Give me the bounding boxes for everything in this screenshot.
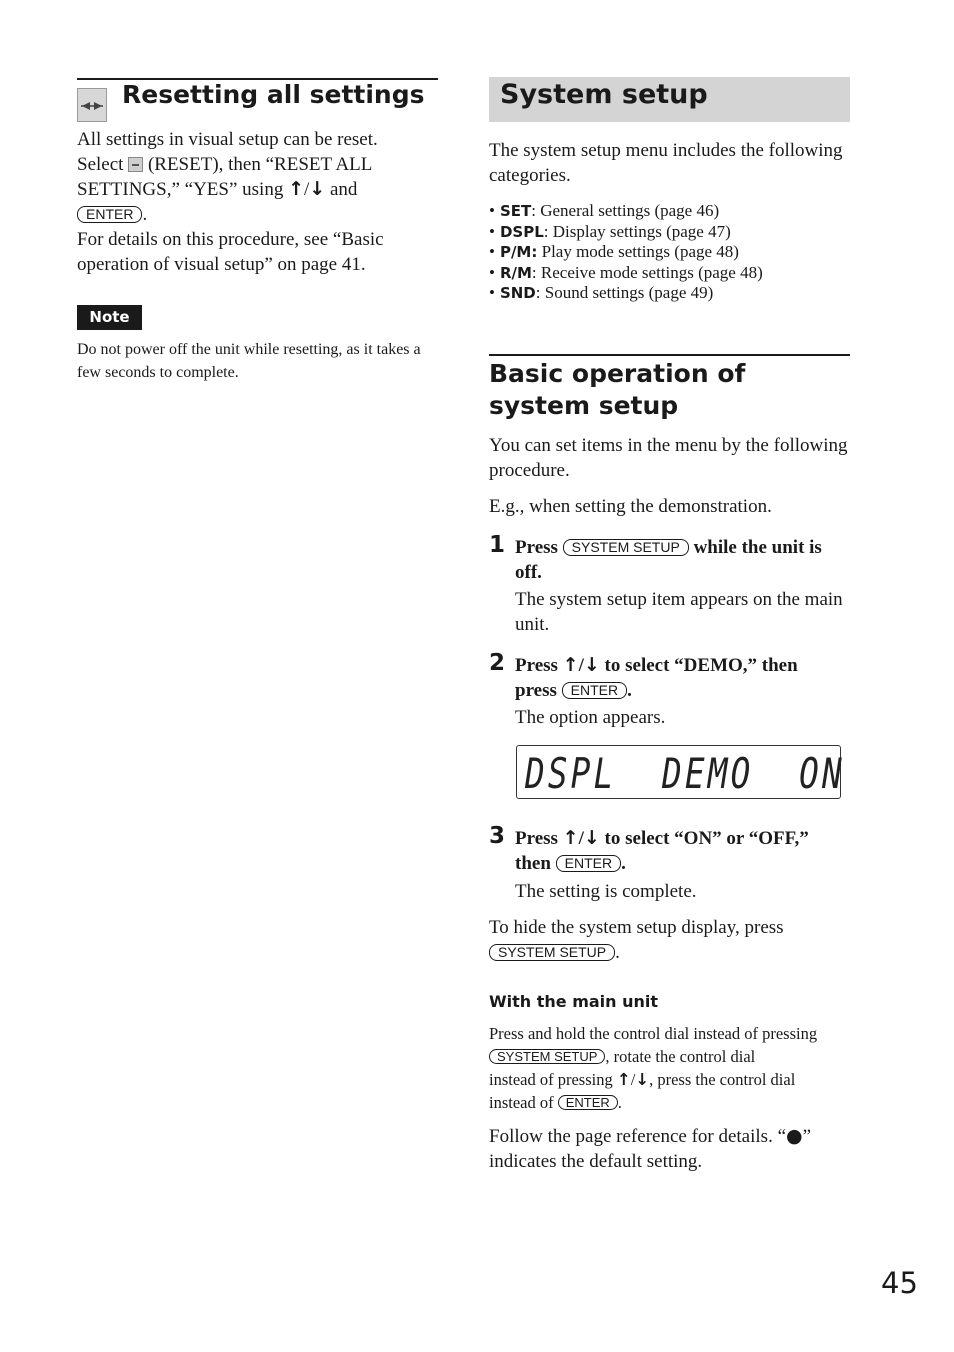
down-arrow-icon: ↓	[635, 1070, 650, 1089]
note-text: Do not power off the unit while resetting, as it takes a few seconds to complete.	[77, 341, 421, 381]
step-1-result: The system setup item appears on the main unit.	[515, 589, 843, 635]
system-setup-intro: The system setup menu includes the following categories.	[489, 140, 843, 186]
section-heading-basic-operation: Basic operation of system setup	[489, 359, 746, 420]
main-unit-instructions: Press and hold the control dial instead of pressing SYSTEM SETUP , rotate the control dial instead of pressing ↑/↓, press the control dial instead of ENTER .	[489, 1024, 818, 1112]
enter-button: ENTER	[77, 206, 142, 223]
enter-button: ENTER	[562, 682, 627, 699]
default-dot-icon: ●	[786, 1125, 803, 1147]
down-arrow-icon: ↓	[583, 827, 600, 849]
system-setup-button: SYSTEM SETUP	[563, 539, 689, 556]
step-number-3: 3	[489, 823, 506, 849]
list-item: • SND: Sound settings (page 49)	[489, 283, 714, 302]
reset-mini-icon	[128, 157, 143, 172]
enter-button: ENTER	[558, 1095, 618, 1110]
lcd-display	[516, 745, 845, 799]
list-item: • SET: General settings (page 46)	[489, 201, 720, 220]
basic-intro: You can set items in the menu by the following procedure.	[489, 435, 848, 481]
step-1-instruction: Press SYSTEM SETUP while the unit is off.	[515, 537, 822, 583]
reset-icon	[77, 88, 107, 122]
list-item: • P/M: Play mode settings (page 48)	[489, 242, 739, 261]
system-setup-button: SYSTEM SETUP	[489, 944, 615, 961]
up-arrow-icon: ↑	[562, 654, 579, 676]
up-arrow-icon: ↑	[288, 178, 305, 200]
note-label: Note	[77, 305, 142, 330]
step-2-instruction: Press ↑/↓ to select “DEMO,” then press ENTER .	[515, 654, 798, 701]
section-rule-right	[489, 354, 850, 356]
reset-instructions	[77, 127, 437, 277]
enter-button: ENTER	[556, 855, 621, 872]
step-2-result: The option appears.	[515, 707, 666, 728]
up-arrow-icon: ↑	[562, 827, 579, 849]
down-arrow-icon: ↓	[583, 654, 600, 676]
reset-line-1: All settings in visual setup can be reset.	[77, 129, 378, 150]
step-3-instruction: Press ↑/↓ to select “ON” or “OFF,” then ENTER .	[515, 827, 809, 874]
main-unit-heading: With the main unit	[489, 992, 659, 1011]
page-number: 45	[881, 1266, 918, 1300]
reset-line-2: Select (RESET), then “RESET ALL	[77, 154, 373, 175]
reset-line-3: SETTINGS,” “YES” using ↑/↓ and	[77, 178, 358, 200]
up-arrow-icon: ↑	[616, 1070, 631, 1089]
hide-instruction: To hide the system setup display, press SYSTEM SETUP .	[489, 917, 784, 963]
reset-details: For details on this procedure, see “Basic operation of visual setup” on page 41.	[77, 229, 384, 275]
reset-line-4: ENTER .	[77, 202, 437, 227]
system-setup-button: SYSTEM SETUP	[489, 1049, 605, 1064]
step-3-result: The setting is complete.	[515, 881, 697, 902]
follow-note: Follow the page reference for details. “●” indicates the default setting.	[489, 1125, 812, 1172]
section-heading-resetting: Resetting all settings	[122, 80, 425, 109]
step-number-2: 2	[489, 650, 506, 676]
list-item: • DSPL: Display settings (page 47)	[489, 221, 731, 241]
section-heading-system-setup: System setup	[500, 79, 708, 110]
list-item: • R/M: Receive mode settings (page 48)	[489, 262, 763, 282]
down-arrow-icon: ↓	[309, 178, 326, 200]
lcd-text: DSPL DEMO ON	[525, 749, 845, 798]
step-number-1: 1	[489, 532, 506, 558]
category-list	[489, 201, 849, 304]
example-text: E.g., when setting the demonstration.	[489, 496, 772, 517]
